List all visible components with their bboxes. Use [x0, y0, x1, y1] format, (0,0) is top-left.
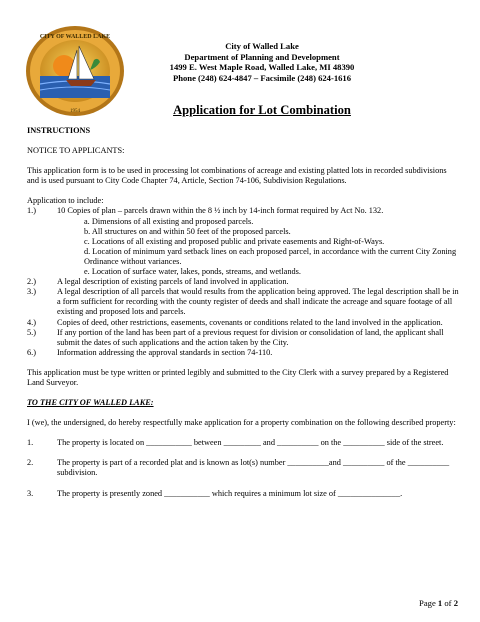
form-field-plat[interactable]: 2. The property is part of a recorded plat and is known as lot(s) number __________and __________ of the __________ subdivision.	[27, 458, 450, 478]
sub-item: a. Dimensions of all existing and proposed parcels.	[84, 216, 254, 226]
submission-paragraph: This application must be type written or printed legibly and submitted to the City Clerk with a survey prepared by a Registered Land Surveyor.	[27, 367, 449, 387]
department-name: Department of Planning and Development	[184, 51, 340, 62]
document-body	[27, 126, 459, 499]
sub-item: c. Locations of all existing and proposed public and private easements and Right-of-Ways.	[84, 236, 385, 246]
form-field-zoning[interactable]: 3. The property is presently zoned ___________ which requires a minimum lot size of _______________.	[27, 488, 403, 498]
document-title: Application for Lot Combination	[173, 103, 351, 117]
to-city-heading: TO THE CITY OF WALLED LAKE:	[27, 398, 154, 408]
phone-fax: Phone (248) 624-4847 – Facsimile (248) 624-1616	[172, 72, 352, 83]
notice-heading: NOTICE TO APPLICANTS:	[27, 146, 125, 156]
svg-text:CITY OF WALLED LAKE: CITY OF WALLED LAKE	[39, 34, 111, 40]
declaration-paragraph: I (we), the undersigned, do hereby respectfully make application for a property combination on the following described property:	[27, 418, 456, 428]
intro-paragraph: This application form is to be used in processing lot combinations of acreage and existing platted lots in recorded subdivisions and is used pursuant to City Code Chapter 74, Article, Section 74-106, Subdivision Regulations.	[27, 166, 447, 186]
sub-item: d. Location of minimum yard setback lines on each proposed parcel, in accordance with the current City Zoning Ordinance without variances.	[84, 246, 457, 266]
letterhead	[120, 41, 404, 83]
list-item: 1.) 10 Copies of plan – parcels drawn within the 8 ½ inch by 14-inch format required by Act No. 132.	[27, 206, 384, 216]
form-field-location[interactable]: 1. The property is located on ___________ between _________ and __________ on the __________ side of the street.	[27, 438, 444, 448]
sub-item: e. Location of surface water, lakes, ponds, streams, and wetlands.	[84, 267, 301, 277]
list-item: 4.) Copies of deed, other restrictions, easements, covenants or conditions related to the land involved in the application.	[27, 317, 443, 327]
list-item: 6.) Information addressing the approval standards in section 74-110.	[27, 347, 273, 357]
list-item: 3.) A legal description of all parcels that would results from the application being approved. The legal description shall be in a form sufficient for recording with the county register of deeds and shall indicate the acreage and square footage of all existing and proposed lots and parcels.	[27, 287, 459, 317]
svg-text:1954: 1954	[70, 109, 80, 114]
city-name: City of Walled Lake	[225, 41, 299, 51]
include-heading: Application to include:	[27, 196, 104, 206]
list-item: 5.) If any portion of the land has been part of a previous request for division or consolidation of land, the applicant shall submit the dates of such applications and the action taken by the City.	[27, 327, 444, 347]
city-seal-logo	[24, 24, 126, 118]
list-item: 2.) A legal description of existing parcels of land involved in application.	[27, 277, 289, 287]
instructions-heading: INSTRUCTIONS	[27, 126, 91, 135]
page-number: Page 1 of 2	[419, 598, 458, 608]
address: 1499 E. West Maple Road, Walled Lake, MI 48390	[169, 62, 355, 73]
sub-item: b. All structures on and within 50 feet of the proposed parcels.	[84, 226, 291, 236]
